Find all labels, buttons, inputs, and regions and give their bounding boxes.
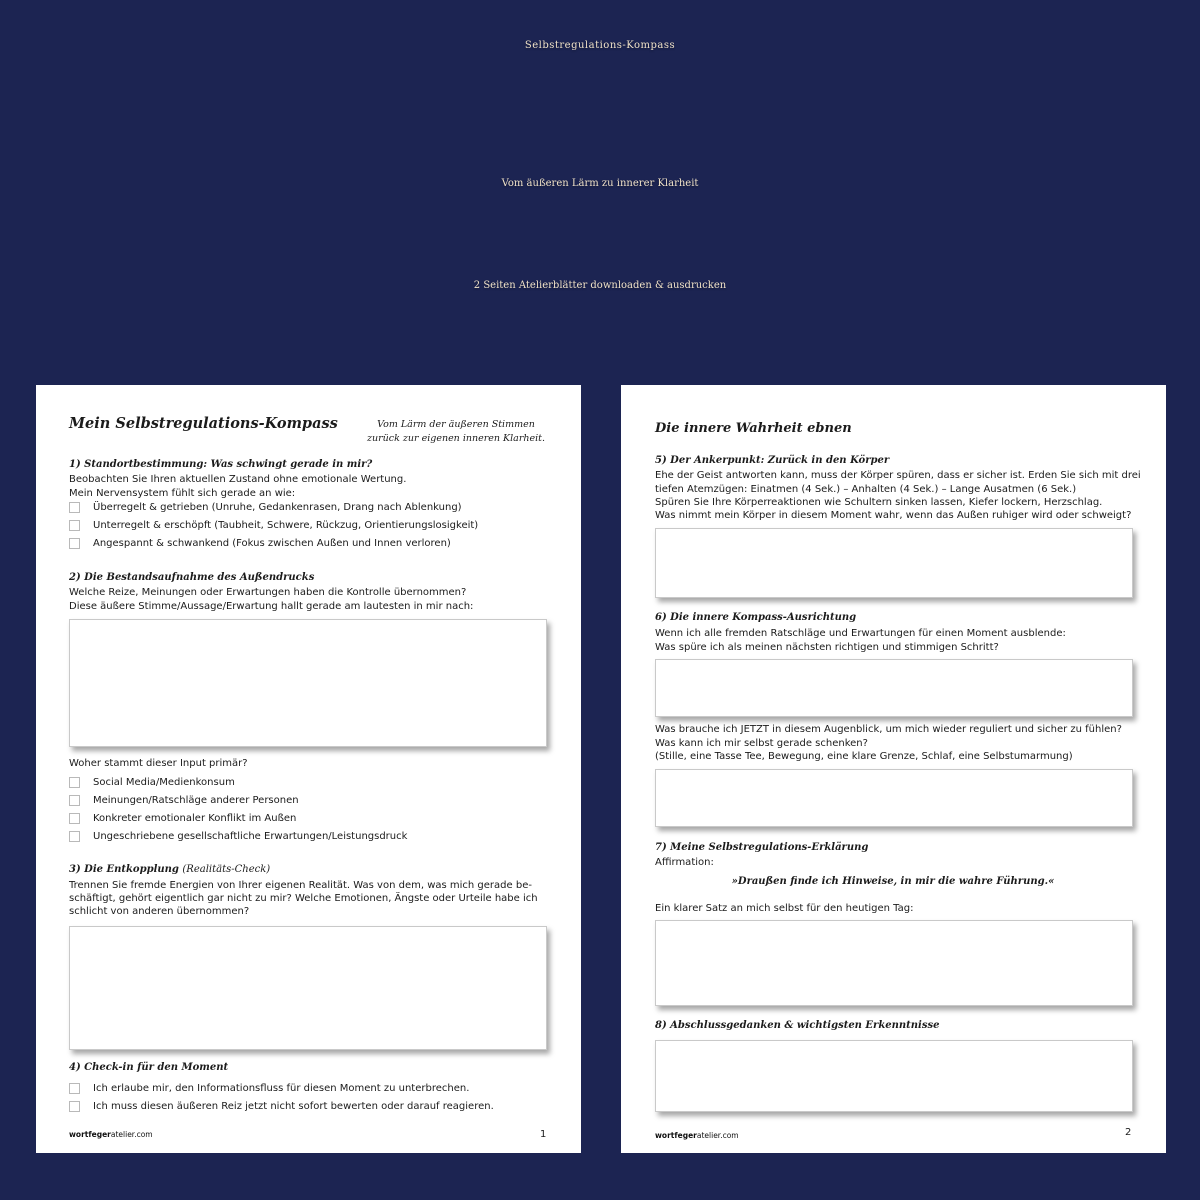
option-label: Überregelt & getrieben (Unruhe, Gedankenrasen, Drang nach Ablenkung) (93, 502, 462, 513)
section-heading-8: 8) Abschlussgedanken & wichtigsten Erkenntnisse (655, 1020, 940, 1031)
checkin-option[interactable] (69, 1083, 469, 1094)
state-option[interactable] (69, 502, 462, 513)
page-motto (361, 418, 551, 446)
instruction-text: (Stille, eine Tasse Tee, Bewegung, eine klare Grenze, Schlaf, eine Selbstumarmung) (655, 751, 1073, 762)
option-label: Ungeschriebene gesellschaftliche Erwartungen/Leistungsdruck (93, 831, 408, 842)
page-title: Mein Selbstregulations-Kompass (69, 415, 338, 432)
worksheet-page-1 (36, 385, 581, 1153)
instruction-text: Ein klarer Satz an mich selbst für den heutigen Tag: (655, 903, 914, 914)
writing-box[interactable] (655, 1040, 1133, 1112)
source-option[interactable] (69, 777, 235, 788)
option-label: Ich muss diesen äußeren Reiz jetzt nicht sofort bewerten oder darauf reagieren. (93, 1101, 494, 1112)
affirmation-label: Affirmation: (655, 857, 714, 868)
instruction-text: Beobachten Sie Ihren aktuellen Zustand ohne emotionale Wertung. (69, 474, 407, 485)
page-number: 1 (540, 1129, 547, 1140)
section-heading-6: 6) Die innere Kompass-Ausrichtung (655, 612, 857, 623)
checkbox[interactable] (69, 777, 80, 788)
option-label: Meinungen/Ratschläge anderer Personen (93, 795, 299, 806)
checkin-option[interactable] (69, 1101, 494, 1112)
footer-url-bold: wortfeger (69, 1130, 111, 1139)
section-heading-1: 1) Standortbestimmung: Was schwingt gerade in mir? (69, 459, 373, 470)
motto-line: Vom Lärm der äußeren Stimmen (377, 419, 535, 430)
option-label: Social Media/Medienkonsum (93, 777, 235, 788)
checkbox[interactable] (69, 1101, 80, 1112)
page-number: 2 (1125, 1127, 1132, 1138)
instruction-text: tiefen Atemzügen: Einatmen (4 Sek.) – Anhalten (4 Sek.) – Lange Ausatmen (6 Sek.) (655, 484, 1077, 495)
section-heading-7: 7) Meine Selbstregulations-Erklärung (655, 842, 869, 853)
option-label: Unterregelt & erschöpft (Taubheit, Schwere, Rückzug, Orientierungslosigkeit) (93, 520, 479, 531)
instruction-text: Wenn ich alle fremden Ratschläge und Erwartungen für einen Moment ausblende: (655, 628, 1066, 639)
option-label: Konkreter emotionaler Konflikt im Außen (93, 813, 297, 824)
state-option[interactable] (69, 520, 478, 531)
writing-box[interactable] (655, 920, 1133, 1006)
footer-url-bold: wortfeger (655, 1131, 697, 1140)
footer-url-light: atelier.com (696, 1131, 739, 1140)
instruction-text: Was spüre ich als meinen nächsten richtigen und stimmigen Schritt? (655, 642, 999, 653)
checkbox[interactable] (69, 1083, 80, 1094)
source-option[interactable] (69, 813, 296, 824)
writing-box[interactable] (655, 769, 1133, 827)
instruction-text: Was kann ich mir selbst gerade schenken? (655, 738, 868, 749)
option-label: Ich erlaube mir, den Informationsfluss für diesen Moment zu unterbrechen. (93, 1083, 470, 1094)
footer-url[interactable] (655, 1131, 739, 1140)
writing-box[interactable] (655, 528, 1133, 598)
section-heading-2: 2) Die Bestandsaufnahme des Außendrucks (69, 572, 315, 583)
heading-text: 3) Die Entkopplung (69, 864, 179, 875)
checkbox[interactable] (69, 538, 80, 549)
affirmation-text: »Draußen finde ich Hinweise, in mir die wahre Führung.« (731, 876, 1055, 887)
option-label: Angespannt & schwankend (Fokus zwischen Außen und Innen verloren) (93, 538, 451, 549)
writing-box[interactable] (655, 659, 1133, 717)
tagline: 2 Seiten Atelierblätter downloaden & ausdrucken (473, 280, 727, 291)
main-subtitle: Vom äußeren Lärm zu innerer Klarheit (501, 178, 699, 189)
question-text: Woher stammt dieser Input primär? (69, 758, 248, 769)
instruction-text: Trennen Sie fremde Energien von Ihrer eigenen Realität. Was von dem, was mich gerade be- (69, 880, 532, 891)
instruction-text: Diese äußere Stimme/Aussage/Erwartung hallt gerade am lautesten in mir nach: (69, 601, 474, 612)
checkbox[interactable] (69, 831, 80, 842)
section-heading-4: 4) Check-in für den Moment (69, 1062, 229, 1073)
instruction-text: Spüren Sie Ihre Körperreaktionen wie Schultern sinken lassen, Kiefer lockern, Herzschlag. (655, 497, 1103, 508)
page-title: Die innere Wahrheit ebnen (655, 421, 852, 436)
checkbox[interactable] (69, 520, 80, 531)
instruction-text: schäftigt, gehört eigentlich gar nicht zu mir? Welche Emotionen, Ängste oder Urteile habe ich (69, 893, 538, 904)
instruction-text: Ehe der Geist antworten kann, muss der Körper spüren, dass er sicher ist. Erden Sie sich mit drei (655, 470, 1141, 481)
source-option[interactable] (69, 795, 299, 806)
motto-line: zurück zur eigenen inneren Klarheit. (367, 433, 545, 444)
instruction-text: Welche Reize, Meinungen oder Erwartungen haben die Kontrolle übernommen? (69, 587, 467, 598)
main-title: Selbstregulations-Kompass (524, 40, 676, 51)
state-option[interactable] (69, 538, 451, 549)
writing-box[interactable] (69, 926, 547, 1050)
heading-note: (Realitäts-Check) (182, 864, 271, 875)
checkbox[interactable] (69, 795, 80, 806)
footer-url[interactable] (69, 1130, 153, 1139)
instruction-text: Was nimmt mein Körper in diesem Moment wahr, wenn das Außen ruhiger wird oder schweigt? (655, 510, 1132, 521)
writing-box[interactable] (69, 619, 547, 747)
instruction-text: schlicht von anderen übernommen? (69, 906, 250, 917)
checkbox[interactable] (69, 813, 80, 824)
section-heading-3 (69, 864, 270, 875)
instruction-text: Was brauche ich JETZT in diesem Augenblick, um mich wieder reguliert und sicher zu fühlen? (655, 724, 1122, 735)
instruction-text: Mein Nervensystem fühlt sich gerade an wie: (69, 488, 296, 499)
worksheet-page-2 (621, 385, 1166, 1153)
footer-url-light: atelier.com (110, 1130, 153, 1139)
section-heading-5: 5) Der Ankerpunkt: Zurück in den Körper (655, 455, 890, 466)
source-option[interactable] (69, 831, 407, 842)
checkbox[interactable] (69, 502, 80, 513)
